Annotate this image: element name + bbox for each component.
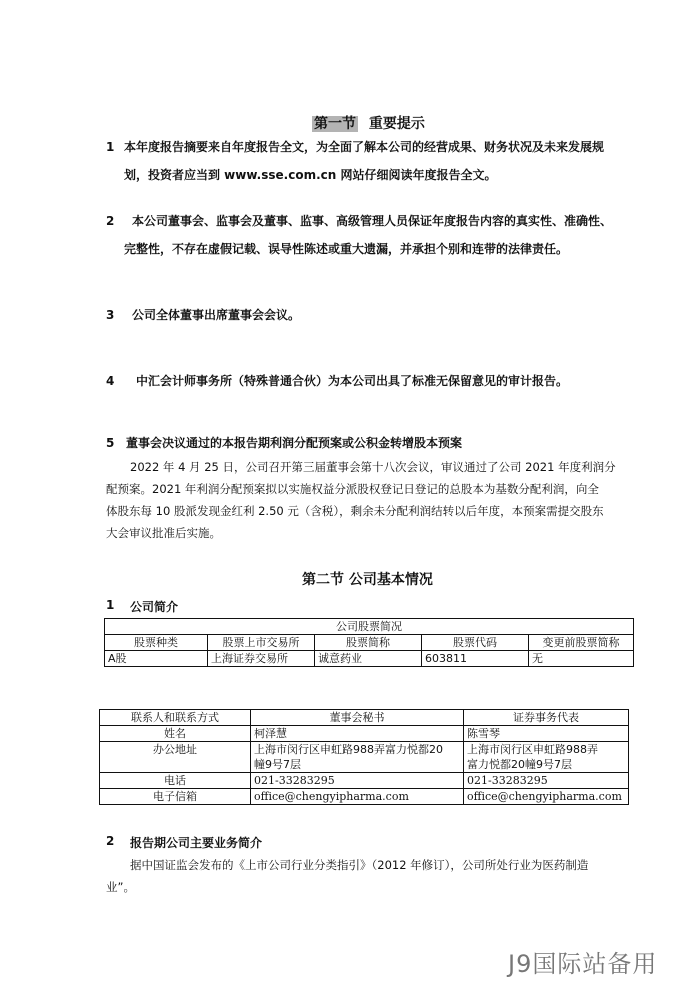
item-number: 4: [106, 374, 115, 388]
sub2-body: [106, 854, 646, 898]
table-row: [105, 651, 634, 667]
item-number: 2: [106, 214, 115, 228]
list-item: 公司全体董事出席董事会会议。: [132, 308, 301, 322]
item-number: 2: [106, 834, 115, 848]
section1-label: 第一节: [314, 116, 356, 132]
table-row: [100, 726, 629, 742]
table-cell: 办公地址: [100, 742, 251, 773]
table-header-cell: 股票代码: [422, 635, 529, 651]
table-cell: 电话: [100, 773, 251, 789]
body-line: 2022 年 4 月 25 日，公司召开第三届董事会第十八次会议，审议通过了公司 2021 年度利润分: [130, 460, 616, 474]
contact-table: [99, 709, 629, 805]
watermark-text: J9国际站备用: [508, 950, 658, 978]
table-cell: 无: [529, 651, 634, 667]
table-header-cell: 董事会秘书: [251, 710, 464, 726]
table-cell: [251, 742, 464, 773]
list-item: 董事会决议通过的本报告期利润分配预案或公积金转增股本预案: [126, 436, 463, 450]
item-line: 完整性，不存在虚假记载、误导性陈述或重大遗漏，并承担个别和连带的法律责任。: [124, 242, 569, 256]
table-cell: 电子信箱: [100, 789, 251, 805]
address-line: 上海市闵行区申虹路988弄富力悦都20: [254, 743, 443, 756]
list-item: [124, 207, 652, 263]
table-header-cell: 证券事务代表: [464, 710, 629, 726]
table-cell: 姓名: [100, 726, 251, 742]
table-row: [100, 773, 629, 789]
item-number: 1: [106, 140, 115, 154]
section2-title: 第二节 公司基本情况: [302, 572, 433, 588]
section1-heading: [312, 113, 425, 133]
body-line: 据中国证监会发布的《上市公司行业分类指引》（2012 年修订），公司所处行业为医药制造: [130, 858, 589, 872]
list-item: [124, 133, 644, 189]
table-cell: 603811: [422, 651, 529, 667]
table-header-cell: 联系人和联系方式: [100, 710, 251, 726]
body-line: 大会审议批准后实施。: [106, 526, 221, 540]
item-number: 5: [106, 436, 115, 450]
table-cell: [464, 742, 629, 773]
table-caption: 公司股票简况: [105, 619, 634, 635]
subsection-title: 公司简介: [130, 600, 179, 614]
item-line: 划，投资者应当到 www.sse.com.cn 网站仔细阅读年度报告全文。: [124, 168, 497, 182]
table-cell: 上海证券交易所: [208, 651, 315, 667]
item-number: 1: [106, 598, 115, 612]
list-item: 中汇会计师事务所（特殊普通合伙）为本公司出具了标准无保留意见的审计报告。: [136, 374, 569, 388]
item-number: 3: [106, 308, 115, 322]
body-line: 业”。: [106, 880, 135, 894]
table-cell: 柯泽慧: [251, 726, 464, 742]
table-cell: 021-33283295: [464, 773, 629, 789]
stock-table: [104, 618, 634, 667]
subsection-title: 报告期公司主要业务简介: [130, 836, 263, 850]
table-header-cell: 股票种类: [105, 635, 208, 651]
address-line: 幢9号7层: [254, 758, 301, 771]
table-cell: 诚意药业: [315, 651, 422, 667]
item-line: 本年度报告摘要来自年度报告全文，为全面了解本公司的经营成果、财务状况及未来发展规: [124, 140, 605, 154]
table-header-cell: 股票上市交易所: [208, 635, 315, 651]
address-line: 上海市闵行区申虹路988弄: [467, 743, 598, 756]
table-cell: 021-33283295: [251, 773, 464, 789]
email-cell: office@chengyipharma.com: [251, 789, 464, 805]
table-header-cell: 变更前股票简称: [529, 635, 634, 651]
email-cell: office@chengyipharma.com: [464, 789, 629, 805]
table-row: [100, 742, 629, 773]
item-line: 本公司董事会、监事会及董事、监事、高级管理人员保证年度报告内容的真实性、准确性、: [132, 214, 613, 228]
table-cell: A股: [105, 651, 208, 667]
body-line: 体股东每 10 股派发现金红利 2.50 元（含税），剩余未分配利润结转以后年度，本预案需提交股东: [106, 504, 604, 518]
table-header-cell: 股票简称: [315, 635, 422, 651]
table-cell: 陈雪琴: [464, 726, 629, 742]
address-line: 富力悦都20幢9号7层: [467, 758, 572, 771]
table-row: [100, 789, 629, 805]
item5-body: [106, 456, 646, 544]
body-line: 配预案。2021 年利润分配预案拟以实施权益分派股权登记日登记的总股本为基数分配利润，向全: [106, 482, 599, 496]
section1-title: 重要提示: [368, 116, 425, 132]
